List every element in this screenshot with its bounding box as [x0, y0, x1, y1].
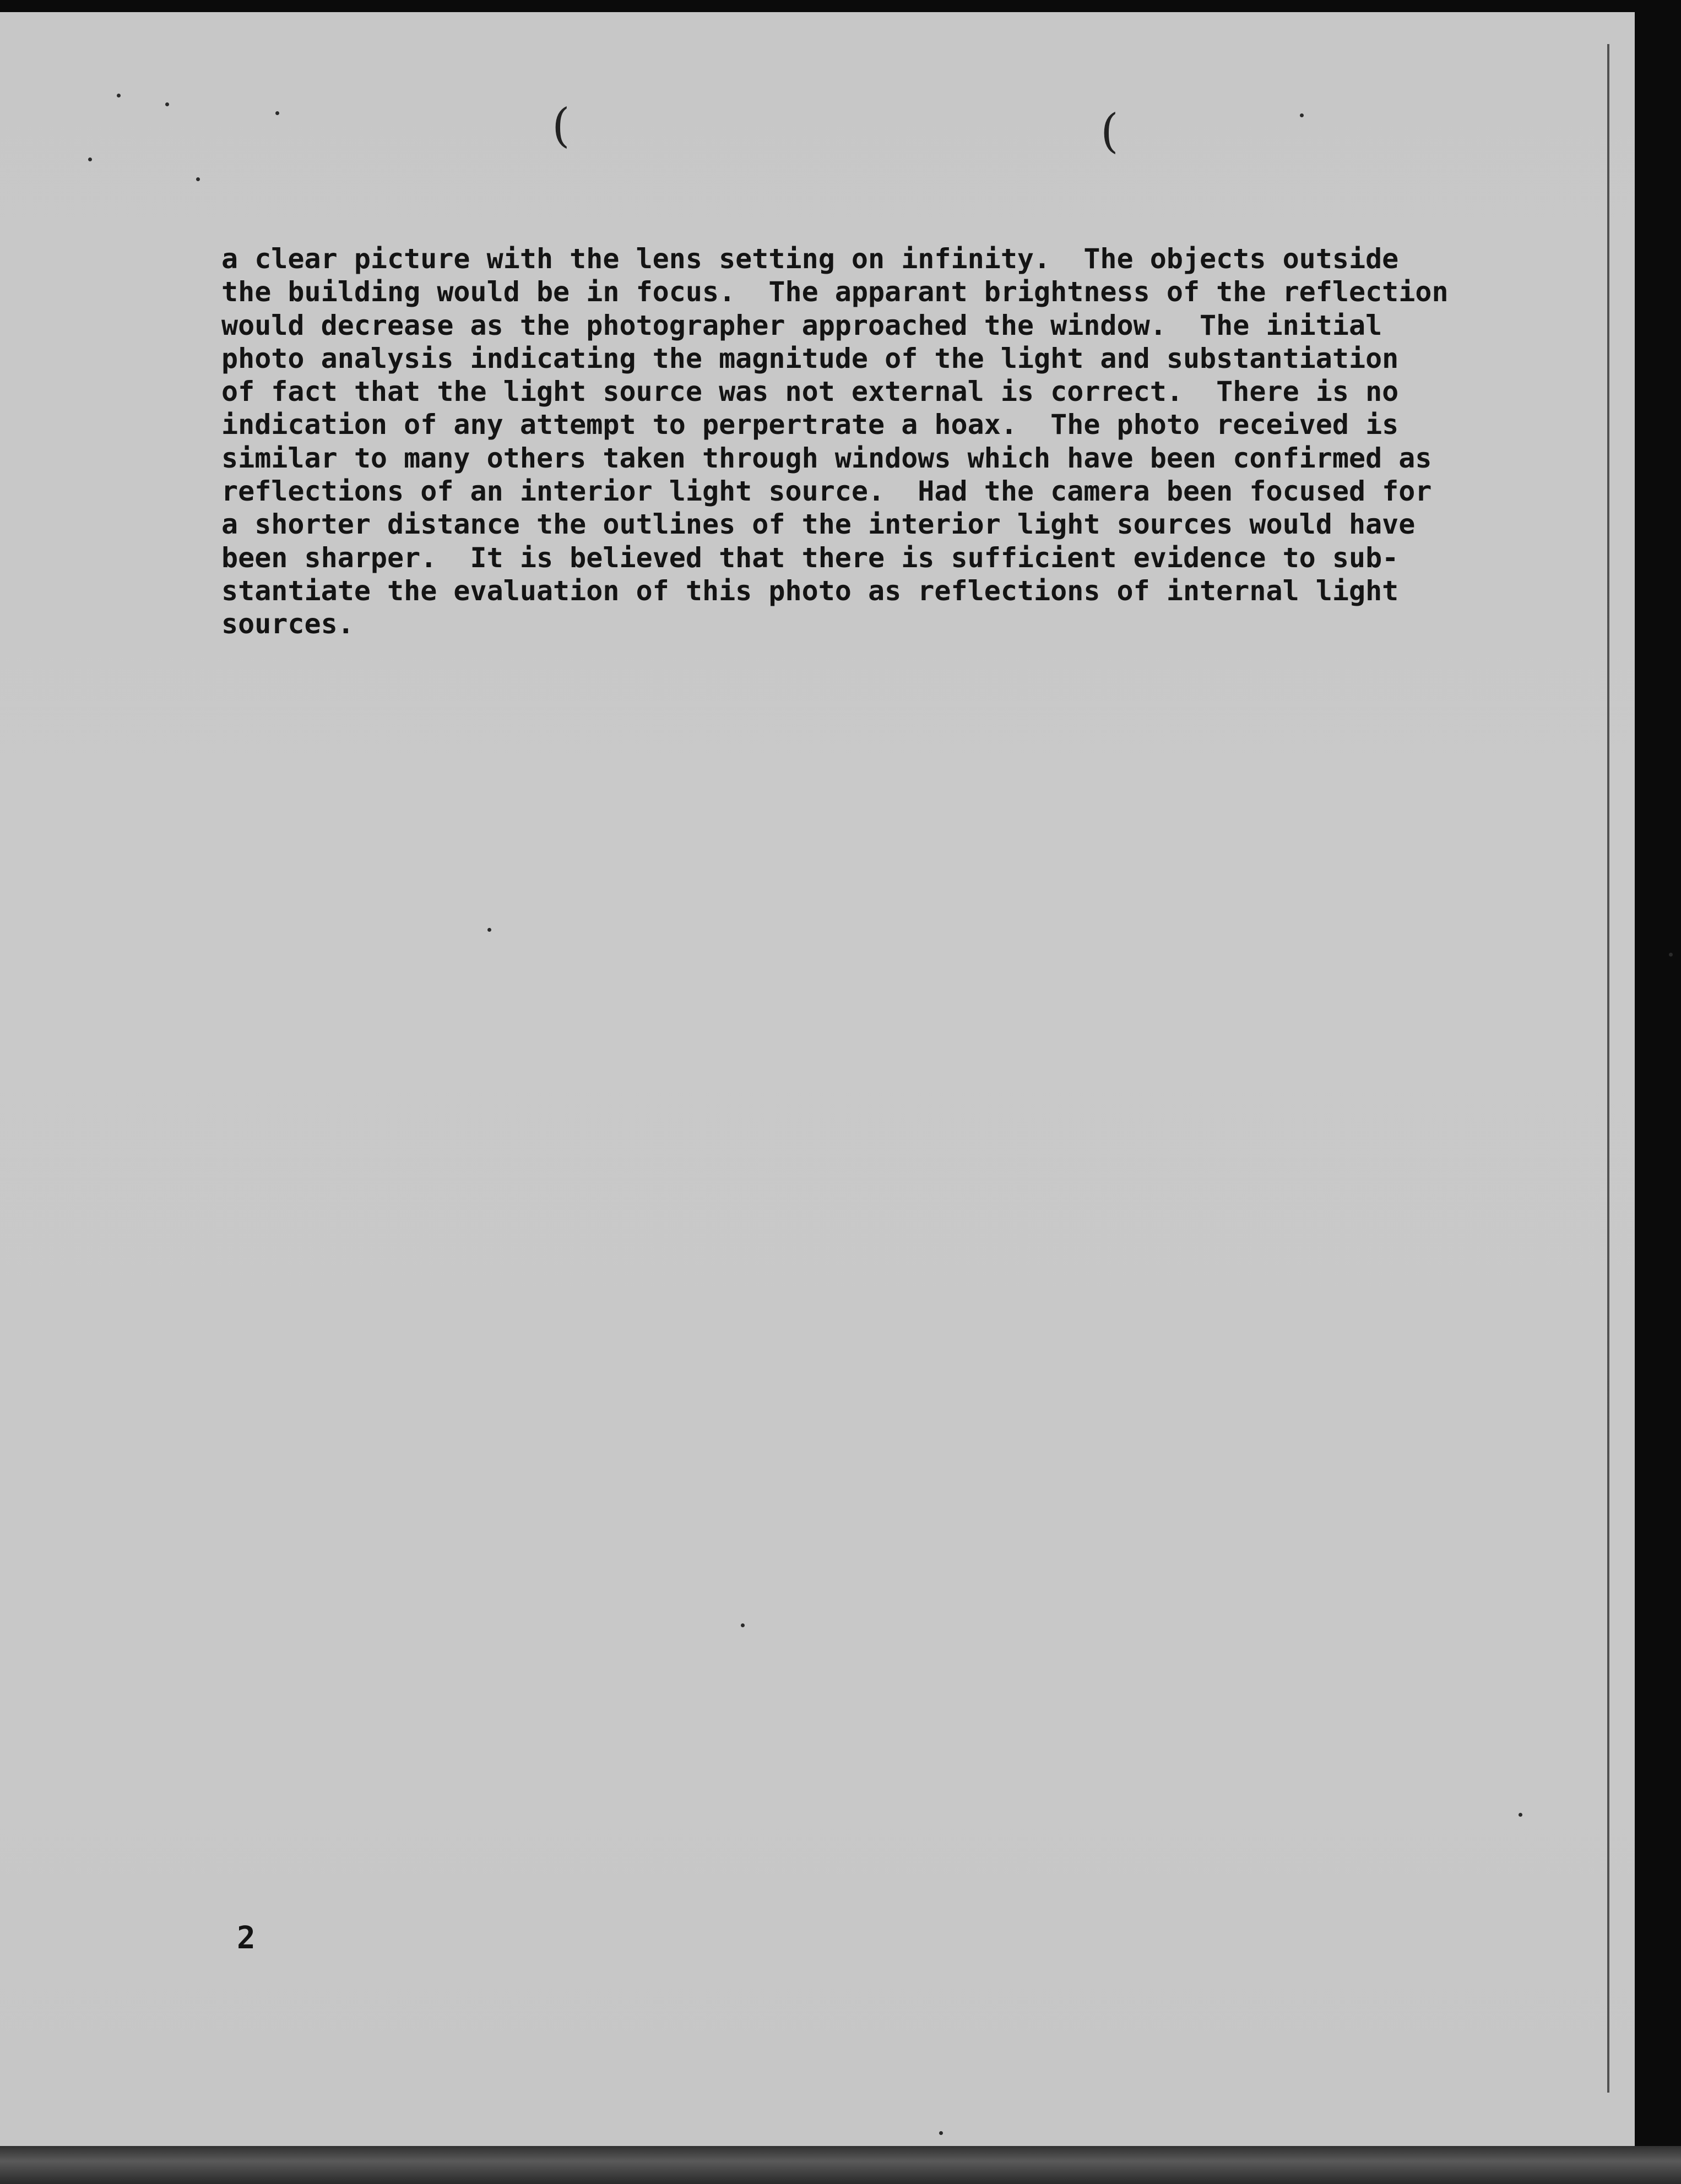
body-text [221, 242, 1516, 641]
dust-speck [1669, 953, 1673, 957]
text-line: photo analysis indicating the magnitude of the light and substantiation [221, 342, 1399, 374]
dust-speck [275, 111, 279, 115]
text-line: of fact that the light source was not external is correct. There is no [221, 376, 1399, 408]
dust-speck [741, 1623, 745, 1627]
text-line: stantiate the evaluation of this photo as reflections of internal light [221, 574, 1399, 607]
text-line: a shorter distance the outlines of the interior light sources would have [221, 508, 1416, 541]
dust-speck [487, 928, 491, 932]
text-line: the building would be in focus. The apparant brightness of the reflection [221, 276, 1449, 308]
text-line: a clear picture with the lens setting on infinity. The objects outside [221, 243, 1399, 275]
text-line: indication of any attempt to perpertrate a hoax. The photo received is [221, 409, 1399, 441]
dust-speck [165, 102, 169, 106]
dust-speck [1519, 1813, 1522, 1817]
dust-speck [88, 157, 92, 161]
left-paren-mark: ( [552, 99, 570, 153]
text-line: sources. [221, 608, 354, 640]
text-line: reflections of an interior light source. Had the camera been focused for [221, 475, 1432, 508]
right-paren-mark: ( [1100, 104, 1119, 158]
dust-speck [196, 177, 200, 181]
dust-speck [1300, 113, 1304, 117]
text-line: similar to many others taken through windows which have been confirmed as [221, 442, 1432, 474]
scan-bottom-border [0, 2146, 1681, 2184]
page-number: 2 [237, 1920, 256, 1956]
paper-edge-line [1607, 44, 1609, 2093]
text-line: would decrease as the photographer approached the window. The initial [221, 309, 1382, 341]
dust-speck [117, 94, 121, 97]
dust-speck [939, 2131, 943, 2135]
text-line: been sharper. It is believed that there is sufficient evidence to sub- [221, 541, 1399, 574]
